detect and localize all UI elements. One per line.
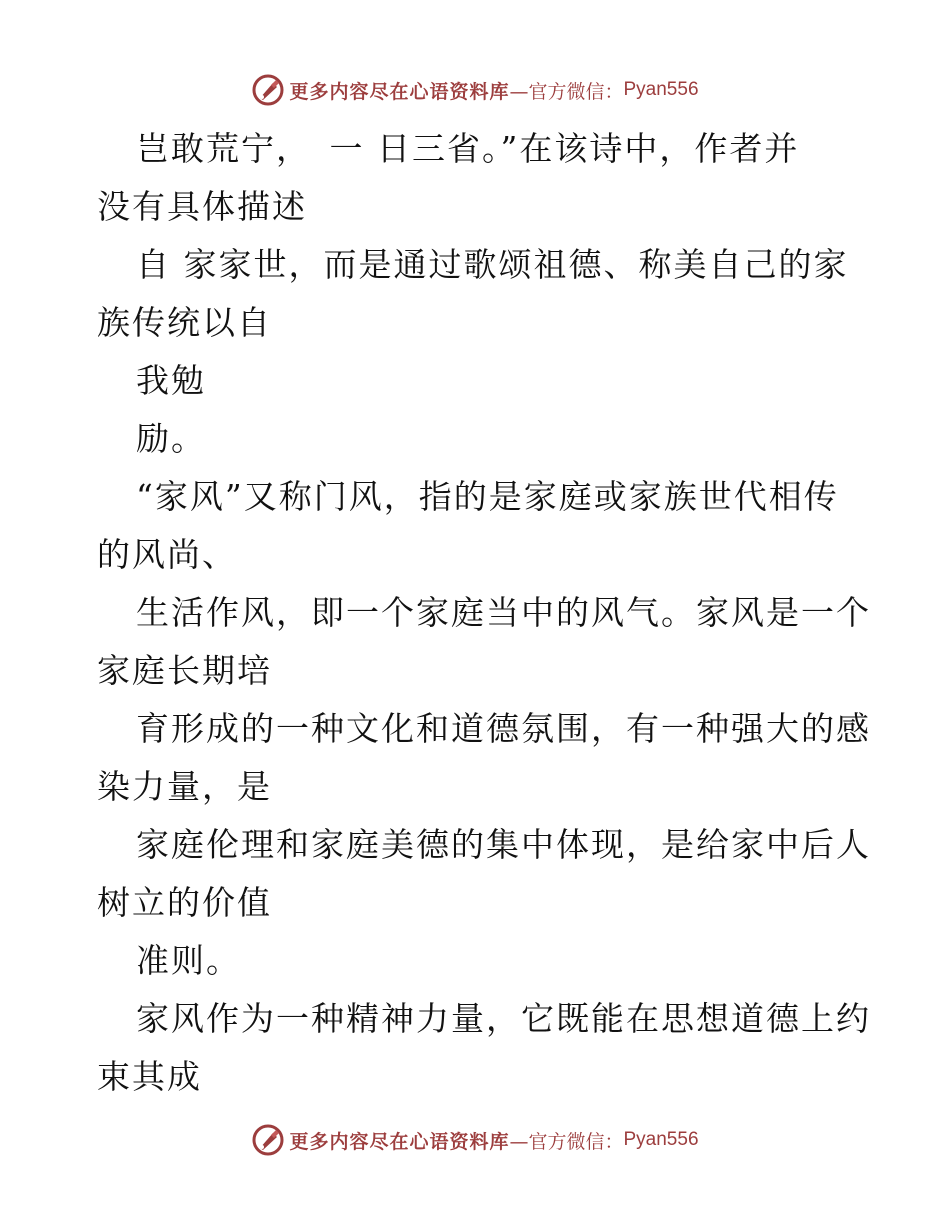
text-line: “家风”又称门风，指的是家庭或家族世代相传 xyxy=(136,477,839,516)
text-line: 岂敢荒宁， 一 日三省。”在该诗中，作者并 xyxy=(136,129,800,168)
footer-banner xyxy=(0,1120,950,1160)
text-line: 自 家家世，而是通过歌颂祖德、称美自己的家 xyxy=(136,245,849,284)
banner-wechat-id: Pyan556 xyxy=(623,1129,699,1150)
pen-nib-logo-icon xyxy=(251,1123,285,1157)
text-line: 家风作为一种精神力量，它既能在思想道德上约 xyxy=(136,999,871,1038)
text-line: 育形成的一种文化和道德氛围，有一种强大的感 xyxy=(136,709,871,748)
text-line: 族传统以自 xyxy=(97,303,272,342)
banner-separator: —官方微信： xyxy=(509,1130,624,1153)
text-line: 家庭长期培 xyxy=(97,651,272,690)
text-line: 没有具体描述 xyxy=(97,187,307,226)
document-body xyxy=(97,120,871,1106)
banner-separator: —官方微信： xyxy=(509,80,624,103)
text-line: 的风尚、 xyxy=(97,535,237,574)
text-line: 染力量，是 xyxy=(97,767,272,806)
banner-text: 更多内容尽在心语资料库 xyxy=(289,80,510,103)
text-line: 励。 xyxy=(136,419,206,458)
text-line: 家庭伦理和家庭美德的集中体现，是给家中后人 xyxy=(136,825,871,864)
text-line: 树立的价值 xyxy=(97,883,272,922)
banner-wechat-id: Pyan556 xyxy=(623,79,699,100)
text-line: 生活作风，即一个家庭当中的风气。家风是一个 xyxy=(136,593,871,632)
text-line: 准则。 xyxy=(136,941,241,980)
text-line: 束其成 xyxy=(97,1057,202,1096)
banner-text: 更多内容尽在心语资料库 xyxy=(289,1130,510,1153)
header-banner xyxy=(0,70,950,110)
text-line: 我勉 xyxy=(136,361,206,400)
pen-nib-logo-icon xyxy=(251,73,285,107)
